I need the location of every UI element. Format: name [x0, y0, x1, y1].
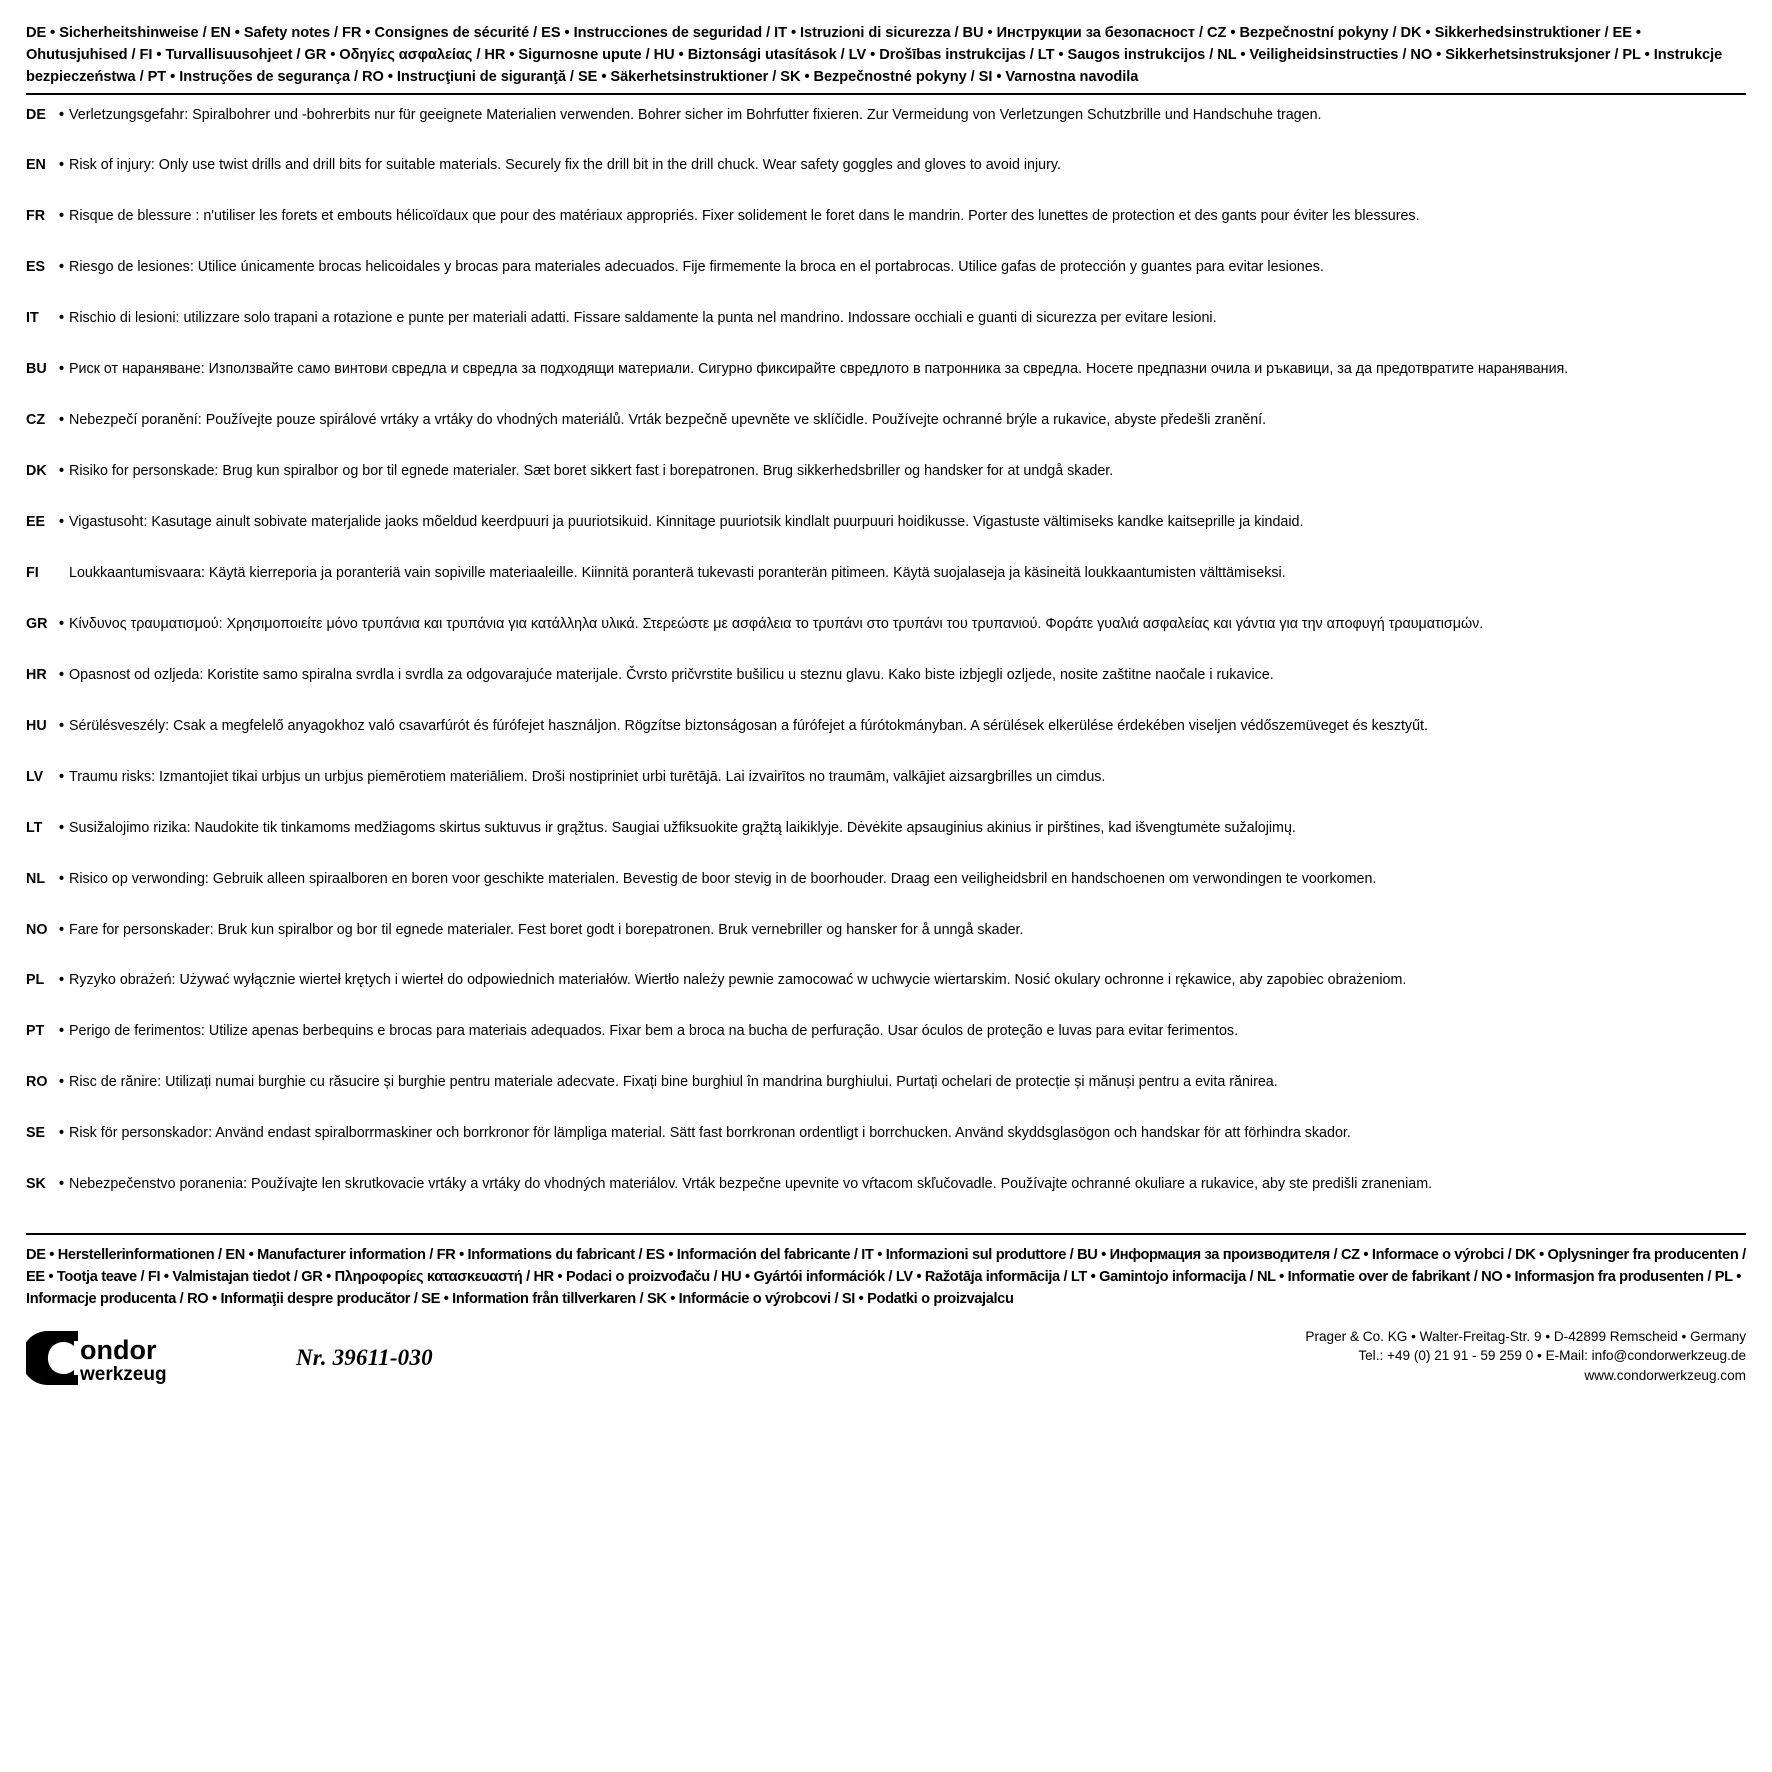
bullet-separator: •	[59, 1074, 65, 1091]
safety-note-row	[26, 614, 1746, 635]
safety-note-text: Susižalojimo rizika: Naudokite tik tinkamoms medžiagoms skirtus suktuvus ir grąžtus. Saugiai užfiksuokite grąžtą laikiklyje. Dėvėkite apsauginius akinius ir pirštines, kad išvengtumėte sužalojimų.	[69, 819, 1296, 836]
bullet-separator: •	[59, 1125, 65, 1142]
language-code: HR	[26, 666, 47, 683]
bullet-separator: •	[59, 615, 65, 632]
language-code: EN	[26, 157, 46, 174]
safety-notes-list	[26, 105, 1746, 1226]
safety-note-text: Risico op verwonding: Gebruik alleen spiraalboren en boren voor geschikte materialen. Bevestig de boor stevig in de boorhouder. Draag een veiligheidsbril en handschoenen om verwondingen te voorkomen.	[69, 870, 1377, 887]
safety-note-text: Nebezpečenstvo poranenia: Používajte len skrutkovacie vrtáky a vrtáky do vhodných materiálov. Vrták bezpečne upevnite vo vŕtacom skľučovadle. Používajte ochranné okuliare a rukavice, aby ste predišli zraneniam.	[69, 1176, 1433, 1193]
language-code: DE	[26, 106, 46, 123]
svg-text:werkzeug: werkzeug	[80, 1363, 167, 1385]
safety-note-row	[26, 512, 1746, 533]
safety-note-text: Traumu risks: Izmantojiet tikai urbjus un urbjus piemērotiem materiāliem. Droši nostipriniet urbi turētājā. Lai izvairītos no traumām, valkājiet aizsargbrilles un cimdus.	[69, 768, 1106, 785]
language-code: PT	[26, 1023, 45, 1040]
safety-note-row	[26, 869, 1746, 890]
bullet-separator: •	[59, 514, 65, 531]
safety-note-row	[26, 1174, 1746, 1195]
bullet-separator: •	[59, 921, 65, 938]
safety-note-row	[26, 105, 1746, 126]
bullet-separator: •	[59, 870, 65, 887]
safety-note-row	[26, 257, 1746, 278]
language-code: FR	[26, 208, 46, 225]
safety-note-row	[26, 308, 1746, 329]
safety-note-row	[26, 359, 1746, 380]
bullet-separator: •	[59, 819, 65, 836]
safety-note-text: Risiko for personskade: Brug kun spiralbor og bor til egnede materialer. Sæt boret sikkert fast i borepatronen. Brug sikkerhedsbriller og handsker for at undgå skader.	[69, 463, 1114, 480]
bullet-separator: •	[59, 972, 65, 989]
safety-note-row	[26, 155, 1746, 176]
language-code: BU	[26, 361, 47, 378]
safety-note-row	[26, 716, 1746, 737]
bullet-separator: •	[59, 208, 65, 225]
bullet-separator: •	[59, 310, 65, 327]
safety-note-text: Risc de rănire: Utilizați numai burghie cu răsucire și burghie pentru materiale adecvate. Fixați bine burghiul în mandrina burghiului. Purtați ochelari de protecție și mănuși pentru a evita rănirea.	[69, 1074, 1278, 1091]
safety-note-row	[26, 665, 1746, 686]
svg-text:ondor: ondor	[80, 1334, 157, 1365]
safety-notes-language-header: DE • Sicherheitshinweise / EN • Safety notes / FR • Consignes de sécurité / ES • Instrucciones de seguridad / IT • Istruzioni di sicurezza / BU • Инструкции за безопасност / CZ • Bezpečnostní pokyny / DK • Sikkerhedsinstruktioner / EE • Ohutusjuhised / FI • Turvallisuusohjeet / GR • Οδηγίες ασφαλείας / HR • Sigurnosne upute / HU • Biztonsági utasítások / LV • Drošības instrukcijas / LT • Saugos instrukcijos / NL • Veiligheidsinstructies / NO • Sikkerhetsinstruksjoner / PL • Instrukcje bezpieczeństwa / PT • Instruções de segurança / RO • Instrucţiuni de siguranţă / SE • Säkerhetsinstruktioner / SK • Bezpečnostné pokyny / SI • Varnostna navodila	[26, 22, 1746, 95]
bullet-separator: •	[59, 768, 65, 785]
safety-note-row	[26, 818, 1746, 839]
language-code: SK	[26, 1176, 46, 1193]
safety-note-text: Riesgo de lesiones: Utilice únicamente brocas helicoidales y brocas para materiales adecuados. Fije firmemente la broca en el portabrocas. Utilice gafas de protección y guantes para evitar lesiones.	[69, 259, 1324, 276]
bullet-separator: •	[59, 1176, 65, 1193]
language-code: RO	[26, 1074, 48, 1091]
language-code: DK	[26, 463, 47, 480]
language-code: ES	[26, 259, 46, 276]
safety-note-row	[26, 410, 1746, 431]
website-link[interactable]: www.condorwerkzeug.com	[1584, 1368, 1746, 1384]
safety-note-text: Nebezpečí poranění: Používejte pouze spirálové vrtáky a vrtáky do vhodných materiálů. Vrták bezpečně upevněte ve sklíčidle. Používejte ochranné brýle a rukavice, abyste předešli zranění.	[69, 412, 1267, 429]
safety-note-text: Rischio di lesioni: utilizzare solo trapani a rotazione e punte per materiali adatti. Fissare saldamente la punta nel mandrino. Indossare occhiali e guanti di sicurezza per evitare lesioni.	[69, 310, 1217, 327]
bullet-separator: •	[59, 259, 65, 276]
safety-note-text: Risk of injury: Only use twist drills and drill bits for suitable materials. Securely fix the drill bit in the drill chuck. Wear safety goggles and gloves to avoid injury.	[69, 157, 1061, 174]
bullet-separator: •	[59, 157, 65, 174]
bullet-separator: •	[59, 361, 65, 378]
document-footer	[26, 1327, 1746, 1389]
safety-note-text: Loukkaantumisvaara: Käytä kierreporia ja poranteriä vain sopiville materiaaleille. Kiinnitä poranterä tukevasti poranterän pitimeen. Käytä suojalaseja ja käsineitä loukkaantumisten välttämiseksi.	[69, 564, 1286, 581]
safety-note-text: Risque de blessure : n'utiliser les forets et embouts hélicoïdaux que pour des matériaux appropriés. Fixer solidement le foret dans le mandrin. Porter des lunettes de protection et des gants pour éviter les blessures.	[69, 208, 1420, 225]
safety-note-text: Κίνδυνος τραυματισμού: Χρησιμοποιείτε μόνο τρυπάνια και τρυπάνια για κατάλληλα υλικά. Στερεώστε με ασφάλεια το τρυπάνι στο τρυπάνι του τρυπανιού. Φοράτε γυαλιά ασφαλείας και γάντια για την αποφυγή τραυματισμών.	[69, 615, 1484, 632]
safety-note-text: Opasnost od ozljeda: Koristite samo spiralna svrdla i svrdla za odgovarajuće materijale. Čvrsto pričvrstite bušilicu u steznu glavu. Kako biste izbjegli ozljede, nosite zaštitne naočale i rukavice.	[69, 666, 1274, 683]
bullet-separator: •	[59, 463, 65, 480]
article-number: Nr. 39611-030	[296, 1344, 433, 1370]
language-code: GR	[26, 615, 48, 632]
manufacturer-info-language-header: DE • Herstellerinformationen / EN • Manufacturer information / FR • Informations du fabricant / ES • Información del fabricante / IT • Informazioni sul produttore / BU • Информация за производителя / CZ • Informace o výrobci / DK • Oplysninger fra producenten / EE • Tootja teave / FI • Valmistajan tiedot / GR • Πληροφορίες κατασκευαστή / HR • Podaci o proizvođaču / HU • Gyártói információk / LV • Ražotāja informācija / LT • Gamintojo informacija / NL • Informatie over de fabrikant / NO • Informasjon fra produsenten / PL • Informacje producenta / RO • Informaţii despre producător / SE • Information från tillverkaren / SK • Informácie o výrobcovi / SI • Podatki o proizvajalcu	[26, 1233, 1746, 1311]
language-code: CZ	[26, 412, 46, 429]
language-code: LV	[26, 768, 44, 785]
bullet-separator: •	[59, 666, 65, 683]
safety-note-text: Verletzungsgefahr: Spiralbohrer und -bohrerbits nur für geeignete Materialien verwenden. Bohrer sicher im Bohrfutter fixieren. Zur Vermeidung von Verletzungen Schutzbrille und Handschuhe tragen.	[69, 106, 1322, 123]
safety-note-text: Ryzyko obrażeń: Używać wyłącznie wierteł krętych i wierteł do odpowiednich materiałów. Wiertło należy pewnie zamocować w uchwycie wiertarskim. Nosić okulary ochronne i rękawice, aby zapobiec obrażeniom.	[69, 972, 1407, 989]
language-code: FI	[26, 564, 39, 581]
language-code: LT	[26, 819, 43, 836]
bullet-separator: •	[59, 106, 65, 123]
safety-note-row	[26, 920, 1746, 941]
safety-note-row	[26, 206, 1746, 227]
language-code: HU	[26, 717, 47, 734]
language-code: IT	[26, 310, 39, 327]
safety-note-row	[26, 1123, 1746, 1144]
safety-note-row	[26, 970, 1746, 991]
safety-note-text: Fare for personskader: Bruk kun spiralbor og bor til egnede materialer. Fest boret godt i borepatronen. Bruk vernebriller og hansker for å unngå skader.	[69, 921, 1024, 938]
language-code: EE	[26, 514, 46, 531]
bullet-separator: •	[59, 412, 65, 429]
safety-note-row	[26, 1072, 1746, 1093]
safety-note-row	[26, 767, 1746, 788]
address-line-2: Tel.: +49 (0) 21 91 - 59 259 0 • E-Mail: info@condorwerkzeug.de	[1358, 1348, 1746, 1364]
language-code: SE	[26, 1125, 46, 1142]
safety-note-text: Risk för personskador: Använd endast spiralborrmaskiner och borrkronor för lämpliga material. Sätt fast borrkronan ordentligt i borrchucken. Använd skyddsglasögon och handskar för att förhindra skador.	[69, 1125, 1351, 1142]
language-code: PL	[26, 972, 45, 989]
safety-note-row	[26, 563, 1746, 584]
brand-block	[26, 1327, 433, 1389]
safety-note-text: Perigo de ferimentos: Utilize apenas berbequins e brocas para materiais adequados. Fixar bem a broca na bucha de perfuração. Usar óculos de proteção e luvas para evitar ferimentos.	[69, 1023, 1239, 1040]
safety-note-row	[26, 1021, 1746, 1042]
language-code: NO	[26, 921, 48, 938]
safety-note-text: Vigastusoht: Kasutage ainult sobivate materjalide jaoks mõeldud keerdpuuri ja puuriotsikuid. Kinnitage puuriotsik kindlalt puurpuuri hoidikusse. Vigastuste vältimiseks kandke kaitseprille ja kindaid.	[69, 514, 1304, 531]
bullet-separator: •	[59, 1023, 65, 1040]
safety-note-text: Риск от нараняване: Използвайте само винтови свредла и свредла за подходящи материали. Сигурно фиксирайте свредлото в патронника за свредла. Носете предпазни очила и ръкавици, за да предотвратите наранявания.	[69, 361, 1569, 378]
safety-note-text: Sérülésveszély: Csak a megfelelő anyagokhoz való csavarfúrót és fúrófejet használjon. Rögzítse biztonságosan a fúrófejet a fúrótokmányban. A sérülések elkerülése érdekében viseljen védőszemüveget és kesztyűt.	[69, 717, 1428, 734]
company-address	[1305, 1327, 1746, 1386]
bullet-separator: •	[59, 717, 65, 734]
safety-note-row	[26, 461, 1746, 482]
condor-logo-icon	[26, 1327, 274, 1389]
address-line-1: Prager & Co. KG • Walter-Freitag-Str. 9 • D-42899 Remscheid • Germany	[1305, 1328, 1746, 1344]
language-code: NL	[26, 870, 46, 887]
